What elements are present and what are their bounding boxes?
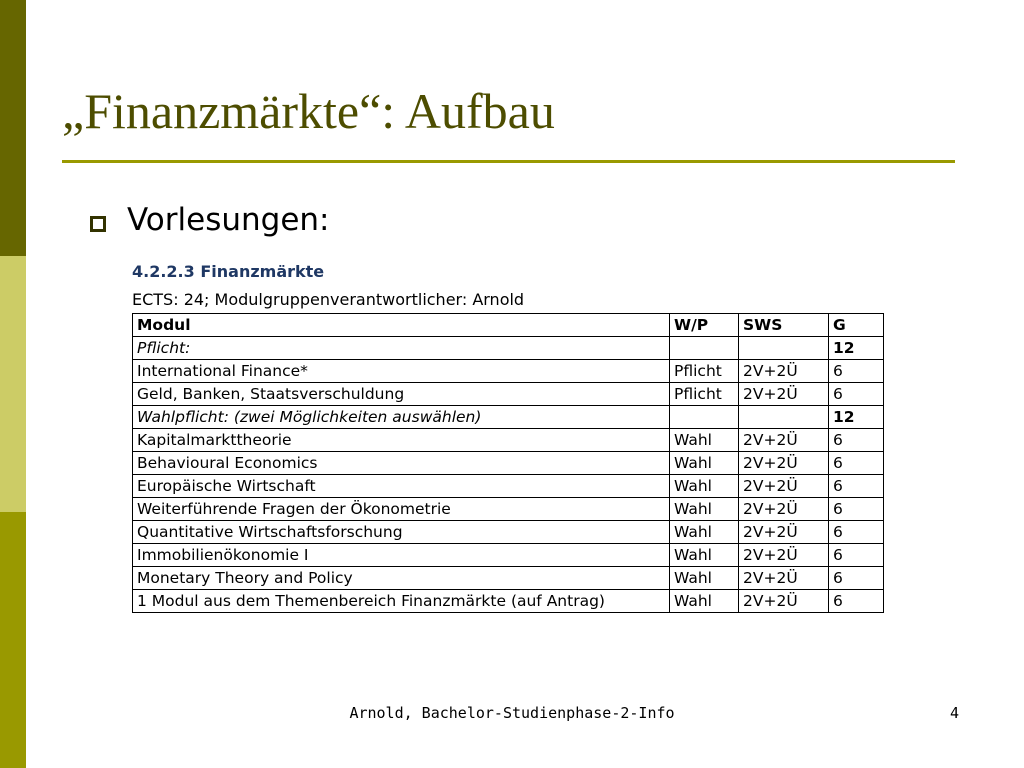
table-row (133, 360, 884, 383)
module-heading: 4.2.2.3 Finanzmärkte (132, 262, 325, 281)
module-table (132, 313, 884, 613)
square-bullet-icon (90, 216, 106, 232)
footer-text: Arnold, Bachelor-Studienphase-2-Info (349, 704, 675, 722)
bullet-text: Vorlesungen: (127, 202, 330, 238)
table-row (133, 521, 884, 544)
sidebar-bar-middle (0, 256, 26, 512)
cell-wp: Wahl (670, 544, 739, 567)
cell-modul: Immobilienökonomie I (133, 544, 670, 567)
cell-modul: Weiterführende Fragen der Ökonometrie (133, 498, 670, 521)
cell-g: 6 (829, 498, 884, 521)
column-header-g: G (829, 314, 884, 337)
table-row (133, 452, 884, 475)
cell-sws: 2V+2Ü (739, 383, 829, 406)
sidebar-bar-top (0, 0, 26, 256)
cell-modul: Europäische Wirtschaft (133, 475, 670, 498)
cell-g: 6 (829, 383, 884, 406)
cell-sws: 2V+2Ü (739, 590, 829, 613)
cell-wp: Wahl (670, 452, 739, 475)
column-header-sws: SWS (739, 314, 829, 337)
cell-wp: Pflicht (670, 383, 739, 406)
cell-sws (739, 337, 829, 360)
sidebar-bar-bottom (0, 512, 26, 768)
cell-wp (670, 337, 739, 360)
cell-g: 6 (829, 360, 884, 383)
cell-modul: Pflicht: (133, 337, 670, 360)
table-row (133, 567, 884, 590)
table-row (133, 590, 884, 613)
cell-wp: Wahl (670, 590, 739, 613)
cell-sws (739, 406, 829, 429)
table-row (133, 383, 884, 406)
page-number: 4 (950, 704, 960, 722)
table-row (133, 475, 884, 498)
cell-wp: Wahl (670, 475, 739, 498)
cell-g: 6 (829, 567, 884, 590)
cell-sws: 2V+2Ü (739, 544, 829, 567)
cell-modul: Quantitative Wirtschaftsforschung (133, 521, 670, 544)
cell-wp (670, 406, 739, 429)
cell-modul: Behavioural Economics (133, 452, 670, 475)
cell-sws: 2V+2Ü (739, 429, 829, 452)
cell-modul: International Finance* (133, 360, 670, 383)
column-header-modul: Modul (133, 314, 670, 337)
cell-sws: 2V+2Ü (739, 498, 829, 521)
cell-wp: Pflicht (670, 360, 739, 383)
table-body (133, 337, 884, 613)
cell-wp: Wahl (670, 521, 739, 544)
cell-g: 6 (829, 429, 884, 452)
cell-g: 6 (829, 475, 884, 498)
table-row (133, 406, 884, 429)
column-header-wp: W/P (670, 314, 739, 337)
cell-sws: 2V+2Ü (739, 475, 829, 498)
cell-modul: 1 Modul aus dem Themenbereich Finanzmärkte (auf Antrag) (133, 590, 670, 613)
cell-modul: Geld, Banken, Staatsverschuldung (133, 383, 670, 406)
title-underline (62, 160, 955, 163)
cell-g: 6 (829, 521, 884, 544)
table-row (133, 498, 884, 521)
cell-modul: Wahlpflicht: (zwei Möglichkeiten auswählen) (133, 406, 670, 429)
cell-sws: 2V+2Ü (739, 567, 829, 590)
cell-sws: 2V+2Ü (739, 452, 829, 475)
cell-wp: Wahl (670, 429, 739, 452)
table-row (133, 429, 884, 452)
cell-wp: Wahl (670, 567, 739, 590)
cell-g: 6 (829, 590, 884, 613)
cell-sws: 2V+2Ü (739, 360, 829, 383)
table-row (133, 544, 884, 567)
ects-line: ECTS: 24; Modulgruppenverantwortlicher: Arnold (132, 290, 525, 309)
cell-g: 6 (829, 544, 884, 567)
table-row (133, 337, 884, 360)
cell-g: 12 (829, 337, 884, 360)
cell-g: 6 (829, 452, 884, 475)
cell-modul: Kapitalmarkttheorie (133, 429, 670, 452)
slide-title: „Finanzmärkte“: Aufbau (62, 83, 555, 139)
table-header-row (133, 314, 884, 337)
cell-modul: Monetary Theory and Policy (133, 567, 670, 590)
cell-sws: 2V+2Ü (739, 521, 829, 544)
cell-g: 12 (829, 406, 884, 429)
cell-wp: Wahl (670, 498, 739, 521)
